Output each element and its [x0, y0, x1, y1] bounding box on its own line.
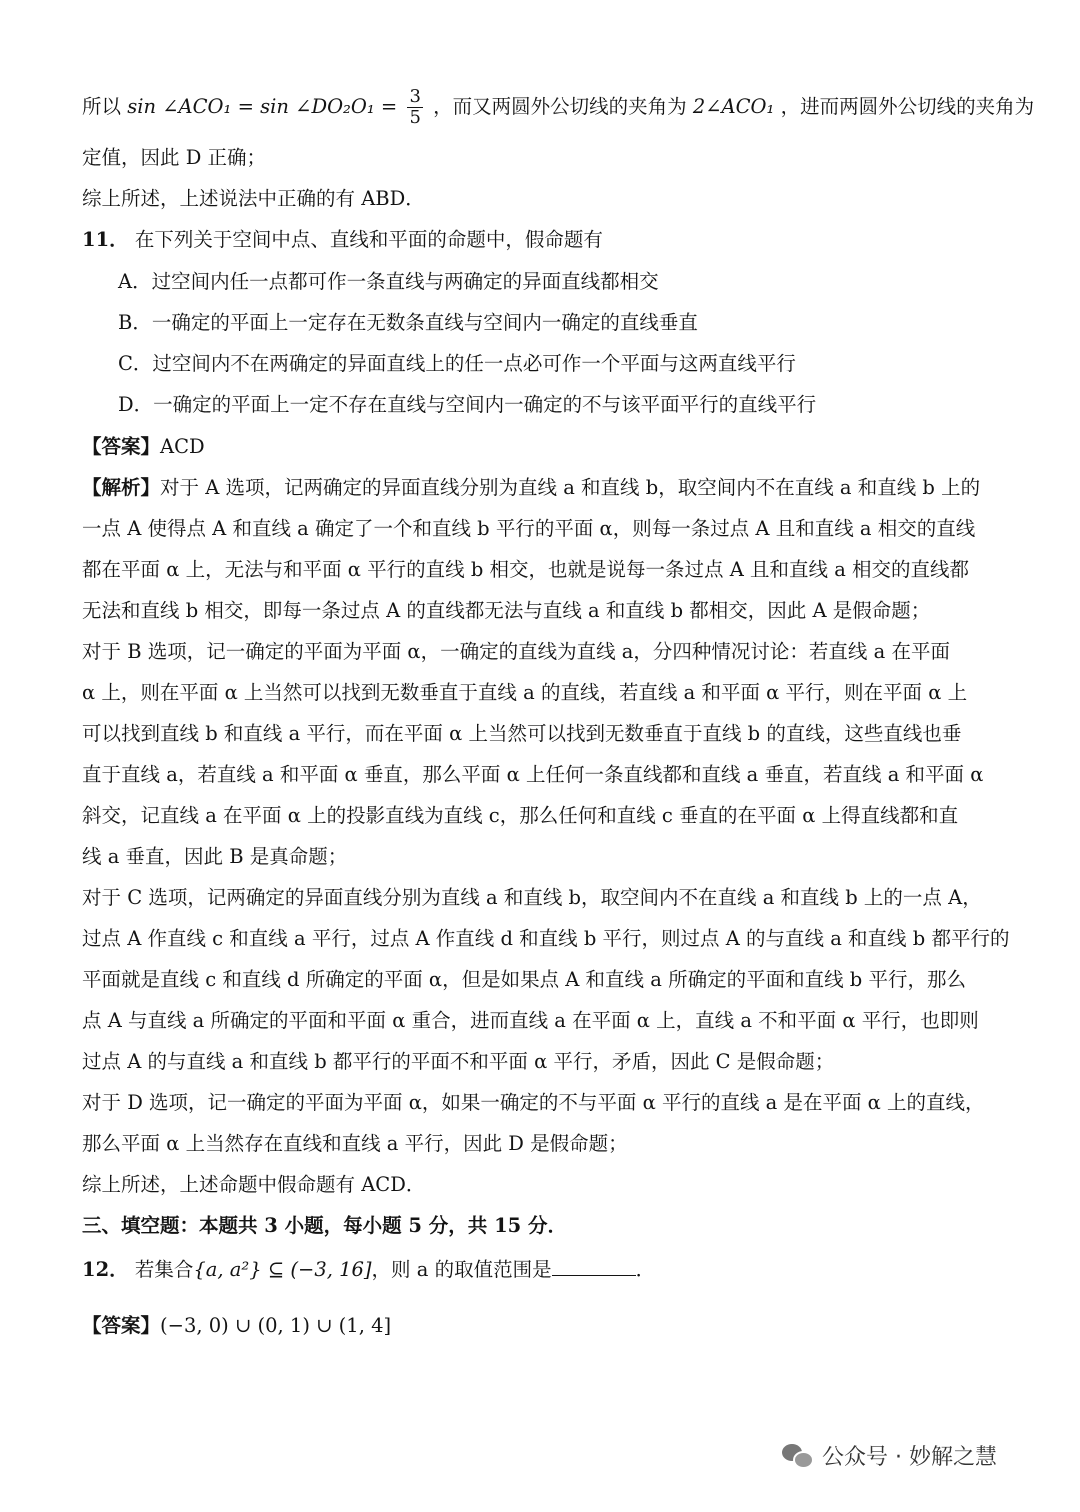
- line1-suffix: ，进而两圆外公切线的夹角为: [780, 95, 1035, 118]
- fraction-three-fifths: [407, 88, 422, 127]
- analysis-line-2: 一点 A 使得点 A 和直线 a 确定了一个和直线 b 平行的平面 α，则每一条过点 A 且和直线 a 相交的直线: [82, 517, 976, 540]
- option-d: D．一确定的平面上一定不存在直线与空间内一确定的不与该平面平行的直线平行: [118, 393, 817, 416]
- analysis-text: 对于 A 选项，记两确定的异面直线分别为直线 a 和直线 b，取空间内不在直线 a 和直线 b 上的: [160, 476, 981, 499]
- analysis-line-15: 过点 A 的与直线 a 和直线 b 都平行的平面不和平面 α 平行，矛盾，因此 C 是假命题；: [82, 1050, 835, 1073]
- analysis-line-4: 无法和直线 b 相交，即每一条过点 A 的直线都无法与直线 a 和直线 b 都相交，因此 A 是假命题；: [82, 599, 931, 622]
- option-c: C．过空间内不在两确定的异面直线上的任一点必可作一个平面与这两直线平行: [118, 352, 796, 375]
- analysis-line-10: 线 a 垂直，因此 B 是真命题；: [82, 845, 348, 868]
- answer-value-12: (−3, 0) ∪ (0, 1) ∪ (1, 4]: [160, 1314, 392, 1337]
- option-b: B．一确定的平面上一定存在无数条直线与空间内一确定的直线垂直: [118, 311, 698, 334]
- question-12-text-pre: 若集合: [134, 1258, 194, 1281]
- analysis-line-3: 都在平面 α 上，无法与和平面 α 平行的直线 b 相交，也就是说每一条过点 A 且和直线 a 相交的直线都: [82, 558, 970, 581]
- section-3-heading: 三、填空题：本题共 3 小题，每小题 5 分，共 15 分．: [82, 1214, 568, 1237]
- line1-prefix: 所以: [82, 95, 122, 118]
- wechat-icon: [782, 1442, 812, 1468]
- question-11-stem: [82, 230, 1002, 250]
- question-11-number: 11．: [82, 228, 129, 251]
- analysis-line-7: 可以找到直线 b 和直线 a 平行，而在平面 α 上当然可以找到无数垂直于直线 b 的直线，这些直线也垂: [82, 722, 962, 745]
- question-12-number: 12．: [82, 1258, 129, 1281]
- analysis-line-17: 那么平面 α 上当然存在直线和直线 a 平行，因此 D 是假命题；: [82, 1132, 628, 1155]
- analysis-line-14: 点 A 与直线 a 所确定的平面和平面 α 重合，进而直线 a 在平面 α 上，直线 a 不和平面 α 平行，也即则: [82, 1009, 979, 1032]
- option-a: A．过空间内任一点都可作一条直线与两确定的异面直线都相交: [118, 270, 659, 293]
- analysis-line-12: 过点 A 作直线 c 和直线 a 平行，过点 A 作直线 d 和直线 b 平行，则过点 A 的与直线 a 和直线 b 都平行的: [82, 927, 1010, 950]
- line1-middle-text: ，而又两圆外公切线的夹角为: [433, 95, 687, 118]
- question-12-answer: [82, 1316, 1002, 1336]
- line1-math-expression: sin ∠ACO₁ = sin ∠DO₂O₁ =: [127, 95, 398, 118]
- analysis-line-18: 综上所述，上述命题中假命题有 ACD．: [82, 1173, 426, 1196]
- text-line-3: 综上所述，上述说法中正确的有 ABD．: [82, 187, 425, 210]
- analysis-line-9: 斜交，记直线 a 在平面 α 上的投影直线为直线 c，那么任何和直线 c 垂直的在平面 α 上得直线都和直: [82, 804, 959, 827]
- question-11-answer: [82, 437, 1002, 457]
- watermark: [782, 1438, 997, 1472]
- question-12-set-expression: {a, a²} ⊆ (−3, 16]: [193, 1258, 372, 1281]
- analysis-line-8: 直于直线 a，若直线 a 和平面 α 垂直，那么平面 α 上任何一条直线都和直线 a 垂直，若直线 a 和平面 α: [82, 763, 984, 786]
- analysis-line-5: 对于 B 选项，记一确定的平面为平面 α，一确定的直线为直线 a，分四种情况讨论：若直线 a 在平面: [82, 640, 950, 663]
- analysis-line-16: 对于 D 选项，记一确定的平面为平面 α，如果一确定的不与平面 α 平行的直线 a 是在平面 α 上的直线，: [82, 1091, 985, 1114]
- analysis-line-1: [82, 478, 1002, 498]
- watermark-text: 公众号 · 妙解之慧: [822, 1444, 997, 1470]
- analysis-label: 【解析】: [82, 476, 161, 499]
- answer-value: ACD: [160, 435, 205, 458]
- text-line-2: 定值，因此 D 正确；: [82, 146, 267, 169]
- question-12-stem: [82, 1260, 1002, 1280]
- fraction-numerator: 3: [409, 86, 421, 107]
- answer-label-12: 【答案】: [82, 1314, 161, 1337]
- question-12-text-post: ，则 a 的取值范围是: [371, 1258, 552, 1281]
- line1-angle-expression: 2∠ACO₁: [692, 95, 775, 118]
- analysis-line-6: α 上，则在平面 α 上当然可以找到无数垂直于直线 a 的直线，若直线 a 和平面 α 平行，则在平面 α 上: [82, 681, 968, 704]
- analysis-line-13: 平面就是直线 c 和直线 d 所确定的平面 α，但是如果点 A 和直线 a 所确定的平面和直线 b 平行，那么: [82, 968, 966, 991]
- question-11-text: 在下列关于空间中点、直线和平面的命题中，假命题有: [134, 228, 603, 251]
- text-line-1: [82, 86, 1035, 128]
- question-12-text-end: ．: [635, 1258, 656, 1281]
- answer-label: 【答案】: [82, 435, 161, 458]
- analysis-line-11: 对于 C 选项，记两确定的异面直线分别为直线 a 和直线 b，取空间内不在直线 a 和直线 b 上的一点 A，: [82, 886, 982, 909]
- answer-blank[interactable]: [552, 1275, 636, 1276]
- fraction-denominator: 5: [409, 107, 421, 128]
